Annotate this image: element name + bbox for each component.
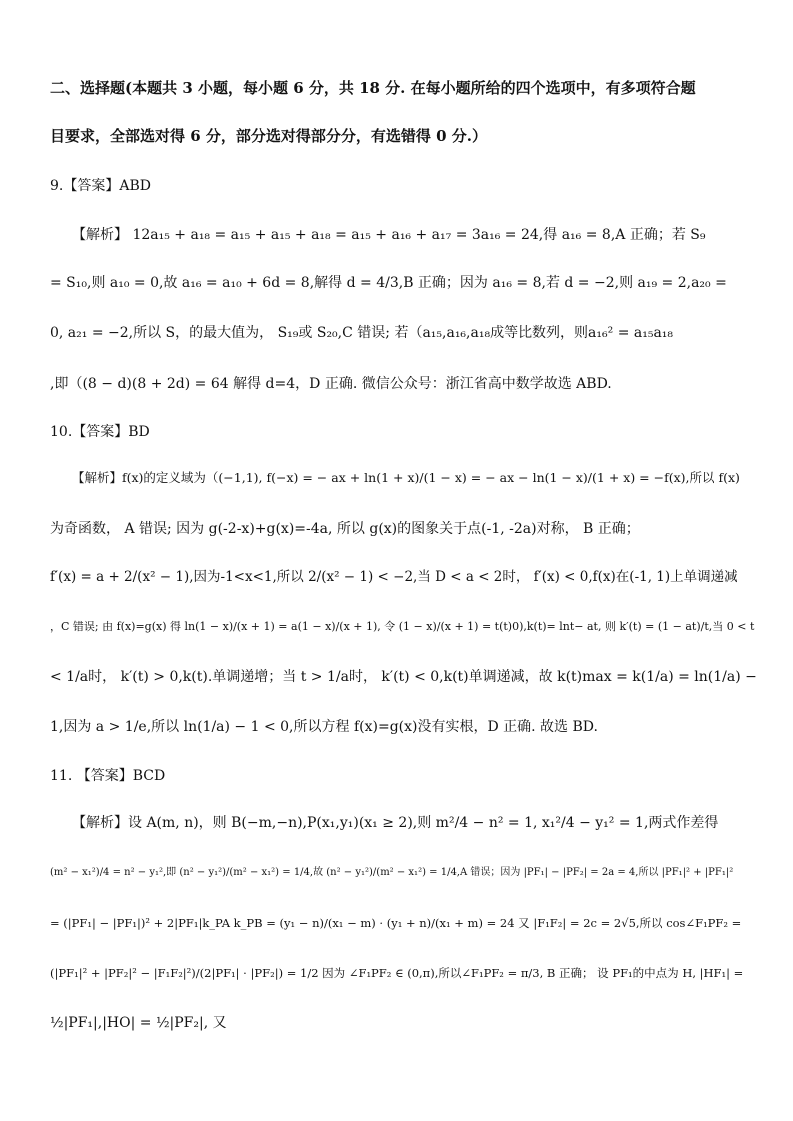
q11-analysis-line-3: = (|PF₁| − |PF₁|)² + 2|PF₁|k_PA k_PB = (y₁ − n)/(x₁ − m) · (y₁ + n)/(x₁ + m) = 24 又 |F₁F₂| = 2c = 2√5,所以 cos∠F₁PF₂ = — [50, 916, 742, 930]
q10-analysis-line-3: f′(x) = a + 2/(x² − 1),因为-1<x<1,所以 2/(x² − 1) < −2,当 D < a < 2时， f′(x) < 0,f(x)在(-1, 1)上单调递减 — [50, 569, 738, 585]
section-heading-line-1: 二、选择题(本题共 3 小题，每小题 6 分，共 18 分. 在每小题所给的四个选项中，有多项符合题 — [50, 79, 696, 97]
q9-answer: 9.【答案】ABD — [50, 178, 151, 194]
q11-analysis-line-4: (|PF₁|² + |PF₂|² − |F₁F₂|²)/(2|PF₁| · |PF₂|) = 1/2 因为 ∠F₁PF₂ ∈ (0,π),所以∠F₁PF₂ = π/3, B 正确； 设 PF₁的中点为 H, |HF₁| = — [50, 966, 744, 980]
q10-analysis-line-5: < 1/a时， k′(t) > 0,k(t).单调递增；当 t > 1/a时， k′(t) < 0,k(t)单调递减，故 k(t)max = k(1/a) = ln(1/a) − — [50, 669, 757, 685]
q10-answer: 10.【答案】BD — [50, 424, 150, 440]
q11-answer: 11. 【答案】BCD — [50, 768, 166, 784]
q9-analysis-line-2: = S₁₀,则 a₁₀ = 0,故 a₁₆ = a₁₀ + 6d = 8,解得 d = 4/3,B 正确；因为 a₁₆ = 8,若 d = −2,则 a₁₉ = 2,a₂₀ = — [50, 275, 727, 291]
q10-analysis-line-6: 1,因为 a > 1/e,所以 ln(1/a) − 1 < 0,所以方程 f(x)=g(x)没有实根，D 正确. 故选 BD. — [50, 719, 598, 735]
q9-analysis-line-4: ,即（(8 − d)(8 + 2d) = 64 解得 d=4，D 正确. 微信公众号：浙江省高中数学故选 ABD. — [50, 376, 612, 392]
q9-analysis-line-1: 【解析】 12a₁₅ + a₁₈ = a₁₅ + a₁₅ + a₁₈ = a₁₅ + a₁₆ + a₁₇ = 3a₁₆ = 24,得 a₁₆ = 8,A 正确；若 S₉ — [72, 227, 706, 243]
q10-analysis-line-1: 【解析】f(x)的定义域为（(−1,1), f(−x) = − ax + ln(1 + x)/(1 − x) = − ax − ln(1 − x)/(1 + x) = −f(x),所以 f(x) — [72, 470, 740, 485]
q9-analysis-line-3: 0, a₂₁ = −2,所以 S，的最大值为， S₁₉或 S₂₀,C 错误; 若（a₁₅,a₁₆,a₁₈成等比数列，则a₁₆² = a₁₅a₁₈ — [50, 325, 674, 341]
q11-analysis-line-5: ½|PF₁|,|HO| = ½|PF₂|, 又 — [50, 1015, 227, 1031]
q10-analysis-line-2: 为奇函数， A 错误; 因为 g(-2-x)+g(x)=-4a, 所以 g(x)的图象关于点(-1, -2a)对称， B 正确； — [50, 521, 640, 537]
q11-analysis-line-2: (m² − x₁²)/4 = n² − y₁²,即 (n² − y₁²)/(m² − x₁²) = 1/4,故 (n² − y₁²)/(m² − x₁²) = 1/4,A 错误；因为 |PF₁| − |PF₂| = 2a = 4,所以 |PF₁|² + |PF₁|² — [50, 867, 734, 878]
q10-analysis-line-4: ，C 错误; 由 f(x)=g(x) 得 ln(1 − x)/(x + 1) = a(1 − x)/(x + 1), 令 (1 − x)/(x + 1) = t(t)0),k(t)= lnt− at, 则 k′(t) = (1 − at)/t,当 0 < t — [50, 620, 755, 633]
q11-analysis-line-1: 【解析】设 A(m, n)，则 B(−m,−n),P(x₁,y₁)(x₁ ≥ 2),则 m²/4 − n² = 1, x₁²/4 − y₁² = 1,两式作差得 — [72, 815, 719, 831]
section-heading-line-2: 目要求，全部选对得 6 分，部分选对得部分分，有选错得 0 分.） — [50, 127, 487, 145]
